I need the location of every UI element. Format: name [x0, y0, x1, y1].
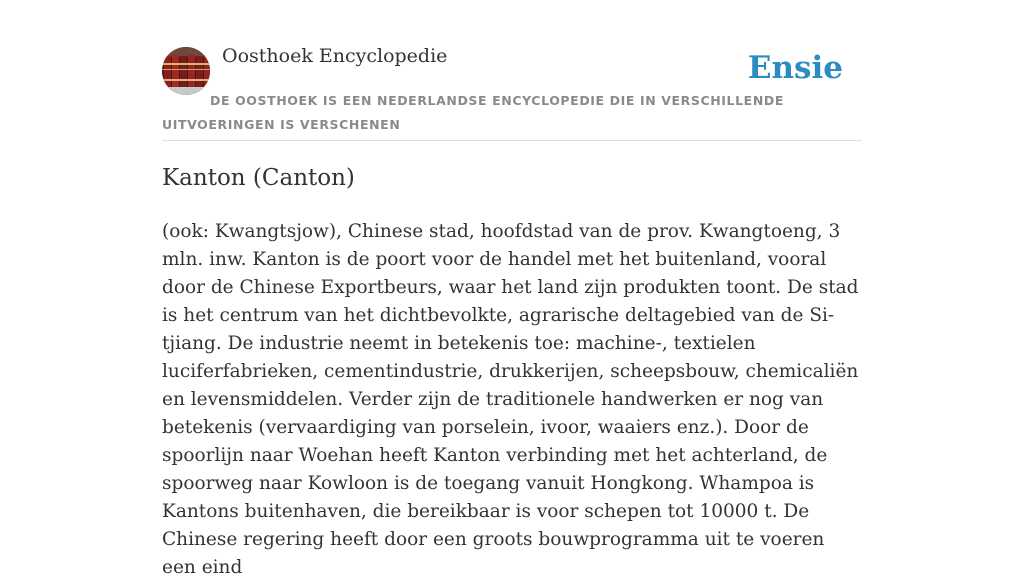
- brand-logo[interactable]: Ensie: [747, 50, 843, 86]
- publication-name[interactable]: Oosthoek Encyclopedie: [222, 45, 448, 67]
- page-container: [162, 0, 862, 582]
- books-image: [162, 47, 210, 95]
- tagline: DE OOSTHOEK IS EEN NEDERLANDSE ENCYCLOPEDIE DIE IN VERSCHILLENDE UITVOERINGEN IS VERSCHENEN: [162, 93, 784, 132]
- avatar[interactable]: [162, 47, 210, 95]
- header: [162, 0, 862, 141]
- article-title: Kanton (Canton): [162, 165, 355, 191]
- article-body: (ook: Kwangtsjow), Chinese stad, hoofdstad van de prov. Kwangtoeng, 3 mln. inw. Kanton is de poort voor de handel met het buitenland, vooral door de Chinese Exportbeurs, waar het land zijn produkten toont. De stad is het centrum van het dichtbevolkte, agrarische deltagebied van de Si-tjiang. De industrie neemt in betekenis toe: machine-, textielen luciferfabrieken, cementindustrie, drukkerijen, scheepsbouw, chemicaliën en levensmiddelen. Verder zijn de traditionele handwerken er nog van betekenis (vervaardiging van porselein, ivoor, waaiers enz.). Door de spoorlijn naar Woehan heeft Kanton verbinding met het achterland, de spoorweg naar Kowloon is de toegang vanuit Hongkong. Whampoa is Kantons buitenhaven, die bereikbaar is voor schepen tot 10000 t. De Chinese regering heeft door een groots bouwprogramma uit te voeren een eind: [162, 221, 859, 578]
